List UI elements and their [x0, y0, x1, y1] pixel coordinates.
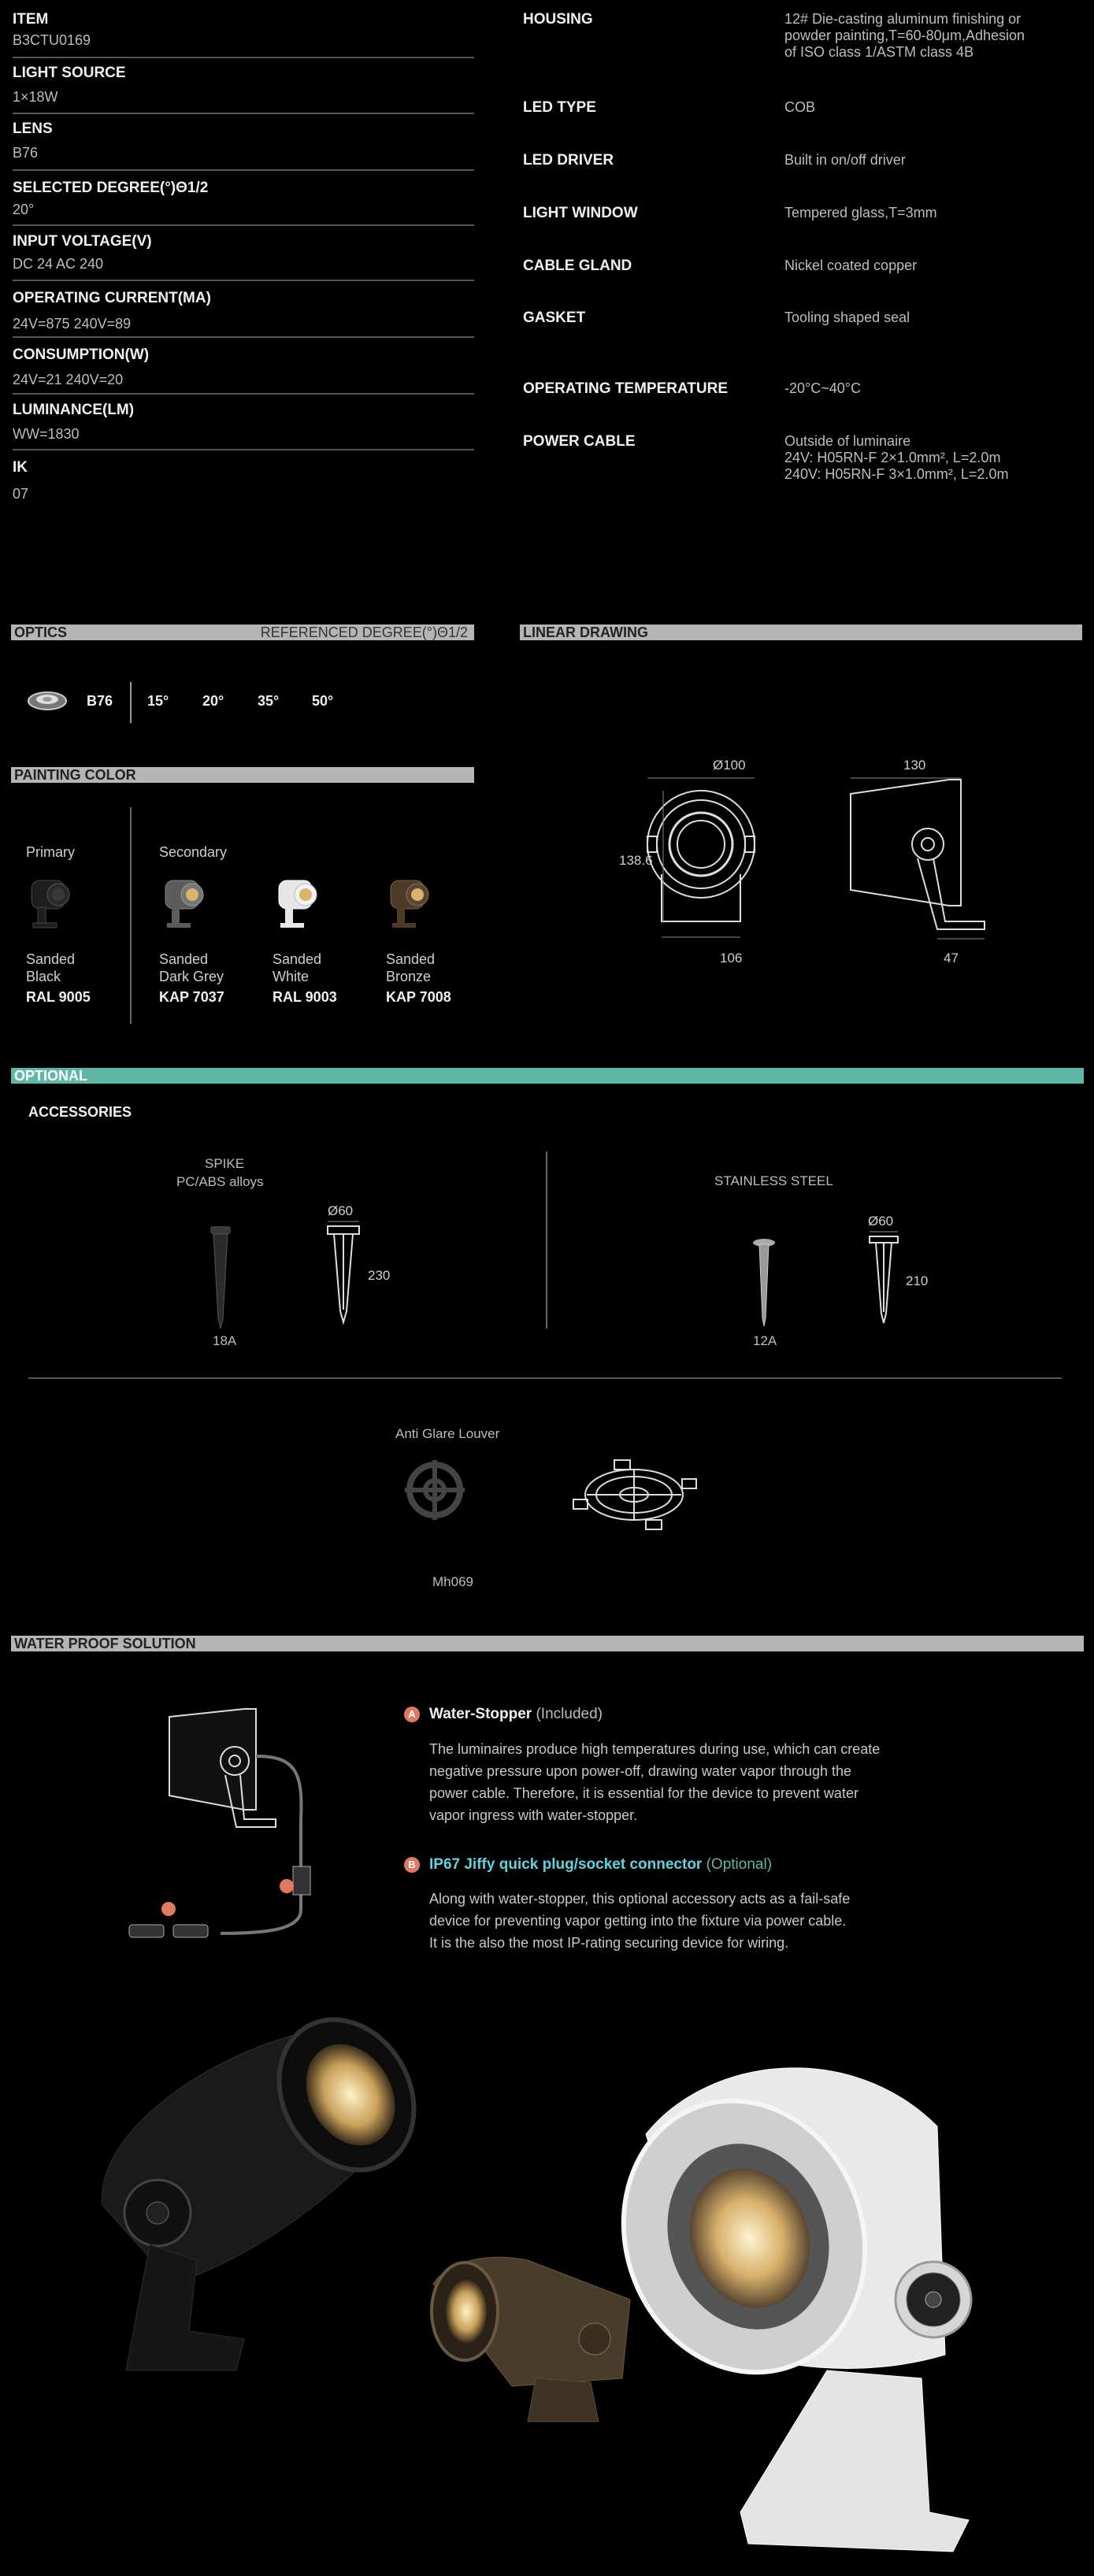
degree-option: 20° — [202, 693, 224, 709]
spec-value: Built in on/off driver — [784, 152, 906, 168]
text-line: vapor ingress with water-stopper. — [429, 1807, 638, 1823]
marker-b: B — [404, 1857, 420, 1873]
spec-value: 24V=875 240V=89 — [13, 316, 132, 332]
lens-icon — [25, 688, 69, 714]
spec-value: 1×18W — [13, 89, 58, 105]
steel-diameter: Ø60 — [868, 1214, 894, 1229]
divider — [13, 169, 474, 171]
color-name — [159, 951, 224, 985]
spike-code: 18A — [213, 1333, 237, 1348]
spec-value: WW=1830 — [13, 426, 80, 442]
divider — [13, 393, 474, 395]
secondary-label: Secondary — [159, 844, 228, 860]
steel-spike-drawing-icon — [863, 1229, 910, 1327]
color-name-line: Bronze — [386, 969, 432, 984]
color-code: KAP 7008 — [386, 989, 451, 1005]
spec-label: LENS — [13, 120, 53, 137]
product-photo-bronze — [417, 2252, 638, 2433]
spec-value: Nickel coated copper — [784, 258, 918, 273]
spec-line: Outside of luminaire — [784, 433, 911, 449]
steel-spike-icon — [748, 1236, 780, 1331]
spec-label: LIGHT WINDOW — [523, 205, 638, 221]
spec-value: 20° — [13, 202, 35, 217]
accessory-separator — [28, 1377, 1062, 1379]
color-name-line: Sanded — [273, 951, 322, 967]
spec-label: POWER CABLE — [523, 433, 636, 450]
spec-label: SELECTED DEGREE(°)Θ1/2 — [13, 180, 209, 196]
luminaire-thumbnail — [271, 874, 326, 937]
spec-label: CABLE GLAND — [523, 258, 632, 274]
optics-referenced-degree: REFERENCED DEGREE(°)Θ1/2 — [260, 625, 468, 640]
spec-label: ITEM — [13, 11, 49, 28]
dim-front-diameter: Ø100 — [713, 758, 746, 773]
color-name — [273, 951, 321, 985]
optional-header: OPTIONAL — [11, 1068, 1084, 1084]
spec-label: CONSUMPTION(W) — [13, 347, 150, 363]
spec-label: LIGHT SOURCE — [13, 65, 126, 81]
color-name-line: White — [273, 969, 310, 984]
luminaire-thumbnail — [158, 874, 213, 937]
steel-title: STAINLESS STEEL — [714, 1173, 833, 1188]
text-line: power cable. Therefore, it is essential for the device to prevent water — [429, 1785, 859, 1801]
dim-front-height: 138.6 — [619, 853, 653, 868]
dim-front-base: 106 — [720, 951, 743, 966]
spike-height: 230 — [368, 1268, 391, 1283]
waterproof-header: WATER PROOF SOLUTION — [11, 1636, 1084, 1651]
connector-title: IP67 Jiffy quick plug/socket connector — [429, 1856, 703, 1873]
spec-value — [784, 11, 1025, 61]
color-name-line: Sanded — [26, 951, 76, 967]
spike-diameter: Ø60 — [328, 1203, 354, 1218]
spec-value: Tooling shaped seal — [784, 309, 910, 325]
divider — [13, 280, 474, 281]
divider — [13, 449, 474, 450]
louver-code: Mh069 — [432, 1574, 473, 1589]
optics-header — [11, 625, 474, 640]
connector-note: (Optional) — [706, 1856, 773, 1873]
divider — [13, 57, 474, 58]
text-line: The luminaires produce high temperatures during use, which can create — [429, 1741, 881, 1757]
spike-drawing-icon — [323, 1217, 370, 1327]
spec-label: LED TYPE — [523, 99, 596, 116]
spec-value: B3CTU0169 — [13, 32, 91, 48]
spec-value — [784, 433, 1008, 483]
spec-label: OPERATING CURRENT(MA) — [13, 290, 211, 306]
spec-line: powder painting,T=60-80μm,Adhesion — [784, 28, 1025, 43]
luminaire-thumbnail — [383, 874, 438, 937]
connector-text — [429, 1888, 850, 1954]
optics-title: OPTICS — [14, 625, 68, 640]
text-line: Along with water-stopper, this optional accessory acts as a fail-safe — [429, 1891, 851, 1907]
dim-side-length: 130 — [903, 758, 926, 773]
spec-value: B76 — [13, 145, 39, 161]
product-photo-white — [614, 2040, 985, 2559]
spec-label: IK — [13, 459, 28, 476]
product-photo-black — [79, 2024, 433, 2394]
spec-value: -20°C~40°C — [784, 380, 861, 396]
divider — [13, 113, 474, 114]
steel-height: 210 — [906, 1273, 929, 1288]
waterproof-diagram — [126, 1709, 339, 1945]
divider — [13, 224, 474, 226]
degree-option: 50° — [312, 693, 334, 709]
color-divider — [130, 807, 132, 1024]
spec-value: DC 24 AC 240 — [13, 256, 104, 272]
spec-line: 240V: H05RN-F 3×1.0mm², L=2.0m — [784, 466, 1009, 482]
spec-label: HOUSING — [523, 11, 593, 28]
color-name — [386, 951, 435, 985]
painting-color-header: PAINTING COLOR — [11, 767, 474, 783]
spec-value: COB — [784, 99, 816, 115]
primary-label: Primary — [26, 844, 75, 860]
louver-drawing-icon — [567, 1455, 701, 1534]
text-line: It is the also the most IP-rating securing device for wiring. — [429, 1935, 789, 1951]
louver-icon — [402, 1457, 469, 1524]
color-code: KAP 7037 — [159, 989, 224, 1005]
color-name-line: Sanded — [386, 951, 436, 967]
louver-title: Anti Glare Louver — [395, 1426, 500, 1441]
water-stopper-note: (Included) — [536, 1706, 603, 1722]
color-code: RAL 9005 — [26, 989, 91, 1005]
spec-value: 07 — [13, 486, 29, 502]
connector-heading — [429, 1856, 772, 1874]
color-name — [26, 951, 75, 985]
spec-line: of ISO class 1/ASTM class 4B — [784, 44, 974, 60]
color-name-line: Dark Grey — [159, 969, 224, 984]
divider — [13, 336, 474, 338]
optics-divider — [130, 682, 132, 723]
text-line: device for preventing vapor getting into the fixture via power cable. — [429, 1913, 847, 1929]
spec-value: 24V=21 240V=20 — [13, 372, 124, 387]
water-stopper-text — [429, 1738, 880, 1826]
color-name-line: Black — [26, 969, 61, 984]
color-code: RAL 9003 — [273, 989, 337, 1005]
lens-code: B76 — [87, 693, 113, 709]
accessory-divider — [546, 1151, 547, 1329]
spec-value: Tempered glass,T=3mm — [784, 205, 937, 221]
degree-option: 35° — [258, 693, 280, 709]
text-line: negative pressure upon power-off, drawing water vapor through the — [429, 1763, 851, 1779]
spec-label: INPUT VOLTAGE(V) — [13, 233, 152, 250]
linear-drawing-header: LINEAR DRAWING — [520, 625, 1082, 640]
luminaire-thumbnail — [24, 874, 79, 937]
water-stopper-heading — [429, 1706, 603, 1723]
color-name-line: Sanded — [159, 951, 209, 967]
spec-label: LED DRIVER — [523, 152, 614, 169]
spec-label: LUMINANCE(LM) — [13, 402, 135, 418]
accessories-title: ACCESSORIES — [28, 1104, 132, 1120]
spike-material: PC/ABS alloys — [176, 1174, 264, 1189]
marker-a: A — [404, 1707, 420, 1722]
spec-label: OPERATING TEMPERATURE — [523, 380, 729, 397]
spec-label: GASKET — [523, 309, 586, 326]
dim-side-base: 47 — [944, 951, 959, 966]
spec-line: 12# Die-casting aluminum finishing or — [784, 11, 1022, 27]
spike-icon — [201, 1225, 240, 1331]
spike-title: SPIKE — [205, 1156, 245, 1171]
degree-option: 15° — [147, 693, 169, 709]
spec-line: 24V: H05RN-F 2×1.0mm², L=2.0m — [784, 450, 1001, 465]
steel-code: 12A — [753, 1333, 777, 1348]
water-stopper-title: Water-Stopper — [429, 1706, 532, 1722]
